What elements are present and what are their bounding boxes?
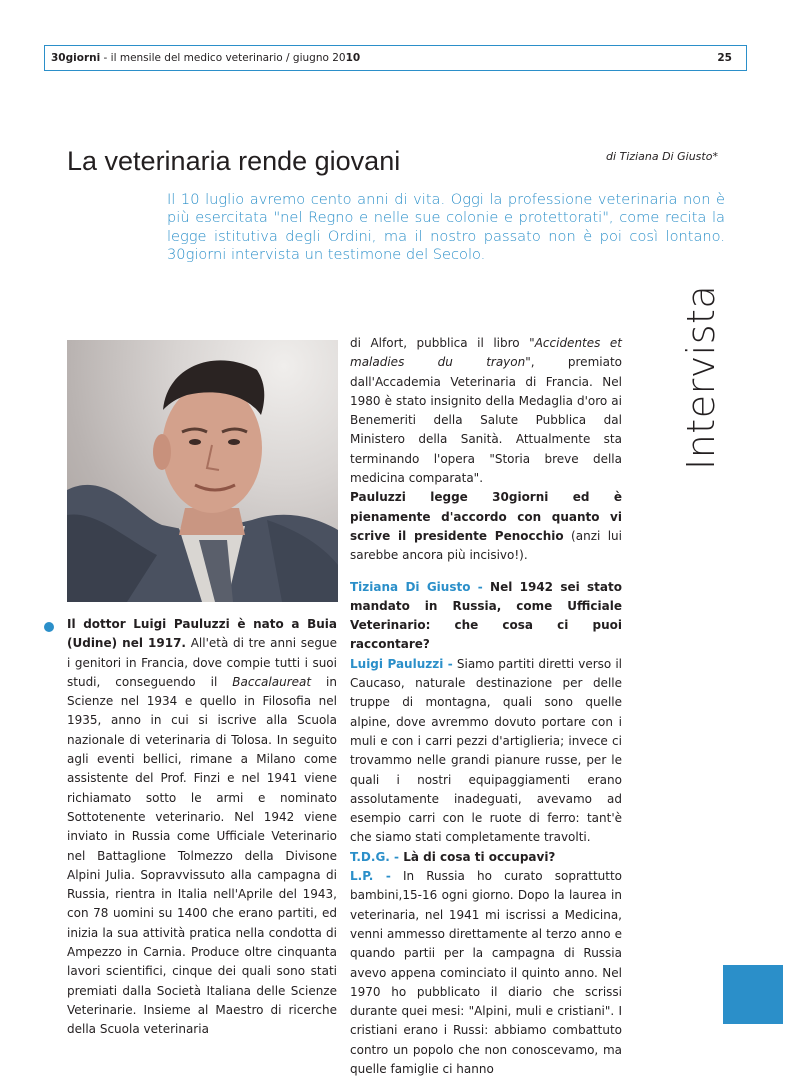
- editor-note-bold: Pauluzzi legge 30giorni ed è pienamente d'accordo con quanto vi scrive il presidente Penocchio: [350, 490, 622, 543]
- portrait-illustration: [67, 340, 338, 602]
- header-year-suffix: 10: [345, 52, 361, 64]
- answer-2: [350, 867, 622, 1079]
- question-2: [350, 848, 622, 867]
- question-2-text: Là di cosa ti occupavi?: [399, 849, 556, 864]
- editor-note: [350, 488, 622, 565]
- article-title: La veterinaria rende giovani: [67, 146, 401, 176]
- bio-lead-bold: Il dottor Luigi Pauluzzi è nato a Buia (Udine) nel 1917.: [67, 617, 337, 651]
- left-column: [67, 615, 337, 1040]
- interviewer-label: Tiziana Di Giusto -: [350, 579, 483, 594]
- continuation-text-2: ", premiato dall'Accademia Veterinaria di Francia. Nel 1980 è stato insignito della Medaglia d'oro ai Benemeriti della Salute Pubblica dal Ministero della Sanità. Attualmente sta terminando l'opera "Storia breve della medicina comparata".: [350, 355, 622, 486]
- interviewer-short-label: T.D.G. -: [350, 849, 400, 864]
- continuation-text-1: di Alfort, pubblica il libro ": [350, 336, 535, 350]
- running-header: [44, 45, 747, 71]
- editor-note-plain: (anzi lui sarebbe ancora più incisivo!).: [350, 528, 622, 563]
- question-1-text: Nel 1942 sei stato mandato in Russia, come Ufficiale Veterinario: che cosa ci puoi raccontare?: [350, 579, 622, 652]
- header-magazine-line: [51, 46, 360, 70]
- book-title: Accidentes et maladies du trayon: [350, 336, 622, 370]
- answer-1: [350, 655, 622, 848]
- interviewee-short-label: L.P. -: [350, 869, 391, 884]
- bullet-icon: [44, 622, 54, 632]
- answer-2-text: In Russia ho curato soprattutto bambini,15-16 ogni giorno. Dopo la laurea in veterinaria, nel 1941 mi iscrissi a Medicina, venni ammesso direttamente al terzo anno e quando partii per la campagna di Russia avevo appena cominciato il quinto anno. Nel 1970 ho pubblicato il diario che scrissi durante quei mesi: "Alpini, muli e cristiani". I cristiani erano i Russi: abbiamo combattuto contro un popolo che non conoscevamo, ma quelle famiglie ci hanno: [350, 869, 623, 1076]
- question-1: [350, 578, 622, 655]
- header-subtitle: - il mensile del medico veterinario / giugno 20: [100, 52, 346, 64]
- answer-1-text: Siamo partiti diretti verso il Caucaso, naturale destinazione per delle truppe di montagna, quali sono quelle alpine, dove avremmo dovuto portare con i muli e con i carri pezzi d'artiglieria; invece ci trovammo nelle grandi pianure russe, per le quali i nostri equipaggiamenti erano assolutamente inadeguati, avevamo ad esempio carri con le ruote di ferro: tant'è che siamo stati completamente travolti.: [350, 656, 622, 845]
- bio-text-1: All'età di tre anni segue i genitori in Francia, dove compie tutti i suoi studi, conseguendo il: [67, 636, 337, 689]
- bio-italic: Baccalaureat: [232, 674, 312, 689]
- portrait-photo: [67, 340, 338, 602]
- header-magazine-name: 30giorni: [51, 52, 101, 64]
- page-number: 25: [717, 52, 732, 64]
- article-author: di Tiziana Di Giusto*: [606, 150, 718, 163]
- article-intro: Il 10 luglio avremo cento anni di vita. Oggi la professione veterinaria non è più esercitata "nel Regno e nelle sue colonie e protettorati", come recita la legge istitutiva degli Ordini, ma il nostro passato non è poi così lontano. 30giorni intervista un testimone del Secolo.: [167, 191, 725, 263]
- section-label: Intervista: [679, 284, 723, 470]
- corner-color-block: [723, 965, 783, 1024]
- bio-paragraph: [67, 615, 337, 1040]
- bio-continuation: [350, 334, 622, 488]
- interviewee-label: Luigi Pauluzzi -: [350, 656, 453, 671]
- bio-text-2: in Scienze nel 1934 e quello in Filosofia nel 1935, anno in cui si iscrive alla Scuola nazionale di veterinaria di Tolosa. In seguito agli eventi bellici, rimane a Milano come assistente del Prof. Finzi e nel 1941 viene richiamato sotto le armi e nominato Sottotenente veterinario. Nel 1942 viene inviato in Russia come Ufficiale Veterinario nel Battaglione Tolmezzo della Divisone Alpini Julia. Sopravvissuto alla campagna di Russia, rientra in Italia nell'Aprile del 1943, con 78 uomini su 1400 che erano partiti, ed inizia la sua attività pratica nella condotta di Ampezzo in Carnia. Produce oltre cinquanta lavori scientifici, cinque dei quali sono stati premiati dalla Società Italiana delle Scienze Veterinarie. Insieme al Maestro di ricerche della Scuola veterinaria: [67, 674, 337, 1037]
- paragraph-gap: [350, 566, 622, 578]
- right-column: [350, 334, 622, 1079]
